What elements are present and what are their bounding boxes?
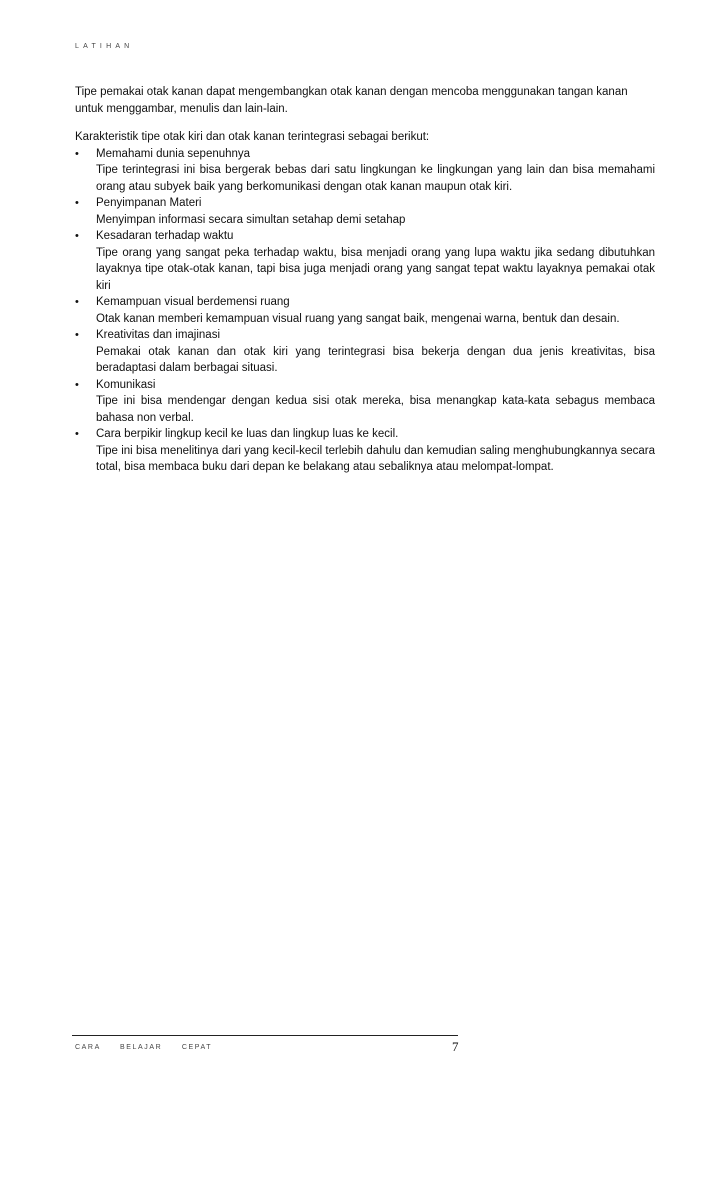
bullet-icon: •	[75, 147, 79, 160]
item-description: Tipe ini bisa mendengar dengan kedua sisi otak mereka, bisa menangkap kata-kata sebagus membaca bahasa non verbal.	[96, 395, 655, 424]
intro-paragraph: Tipe pemakai otak kanan dapat mengembangkan otak kanan dengan mencoba menggunakan tangan kanan untuk menggambar, menulis dan lain-lain.	[75, 86, 628, 115]
list-item	[75, 426, 655, 476]
item-description: Menyimpan informasi secara simultan setahap demi setahap	[96, 213, 406, 226]
item-title: Cara berpikir lingkup kecil ke luas dan lingkup luas ke kecil.	[96, 428, 399, 440]
page-body	[75, 84, 655, 476]
item-description: Otak kanan memberi kemampuan visual ruang yang sangat baik, mengenai warna, bentuk dan desain.	[96, 312, 620, 325]
list-item	[75, 146, 655, 196]
bullet-icon: •	[75, 197, 79, 209]
bullet-icon: •	[75, 329, 79, 341]
running-footer: CARA BELAJAR CEPAT	[75, 1044, 213, 1051]
running-header: LATIHAN	[75, 43, 134, 50]
item-title: Memahami dunia sepenuhnya	[96, 147, 251, 160]
item-title: Kreativitas dan imajinasi	[96, 329, 221, 341]
item-title: Komunikasi	[96, 378, 156, 391]
item-title: Kemampuan visual berdemensi ruang	[96, 296, 290, 308]
item-description: Tipe terintegrasi ini bisa bergerak bebas dari satu lingkungan ke lingkungan yang lain dan bisa memahami orang atau subyek baik yang berkomunikasi dengan otak kanan maupun otak kiri.	[96, 164, 655, 193]
footer-divider	[72, 1035, 458, 1036]
list-item	[75, 327, 655, 377]
characteristics-list	[75, 146, 655, 476]
list-lead-sentence: Karakteristik tipe otak kiri dan otak kanan terintegrasi sebagai berikut:	[75, 131, 430, 143]
bullet-icon: •	[75, 230, 79, 242]
bullet-icon: •	[75, 428, 79, 440]
list-item	[75, 377, 655, 427]
item-description: Tipe ini bisa menelitinya dari yang kecil-kecil terlebih dahulu dan kemudian saling menghubungkannya secara total, bisa membaca buku dari depan ke belakang atau sebaliknya atau melompat-lompat.	[96, 444, 655, 473]
item-description: Tipe orang yang sangat peka terhadap waktu, bisa menjadi orang yang lupa waktu jika sedang dibutuhkan layaknya tipe otak-otak kanan, tapi bisa juga menjadi orang yang sangat tepat waktu layaknya pemakai otak kiri	[96, 246, 655, 292]
list-item	[75, 294, 655, 327]
page-number: 7	[452, 1039, 459, 1054]
item-description: Pemakai otak kanan dan otak kiri yang terintegrasi bisa bekerja dengan dua jenis kreativitas, bisa beradaptasi dalam berbagai situasi.	[96, 345, 655, 374]
item-title: Penyimpanan Materi	[96, 197, 202, 209]
list-item	[75, 228, 655, 294]
item-title: Kesadaran terhadap waktu	[96, 230, 234, 242]
bullet-icon: •	[75, 296, 79, 308]
list-item	[75, 195, 655, 228]
bullet-icon: •	[75, 378, 79, 391]
